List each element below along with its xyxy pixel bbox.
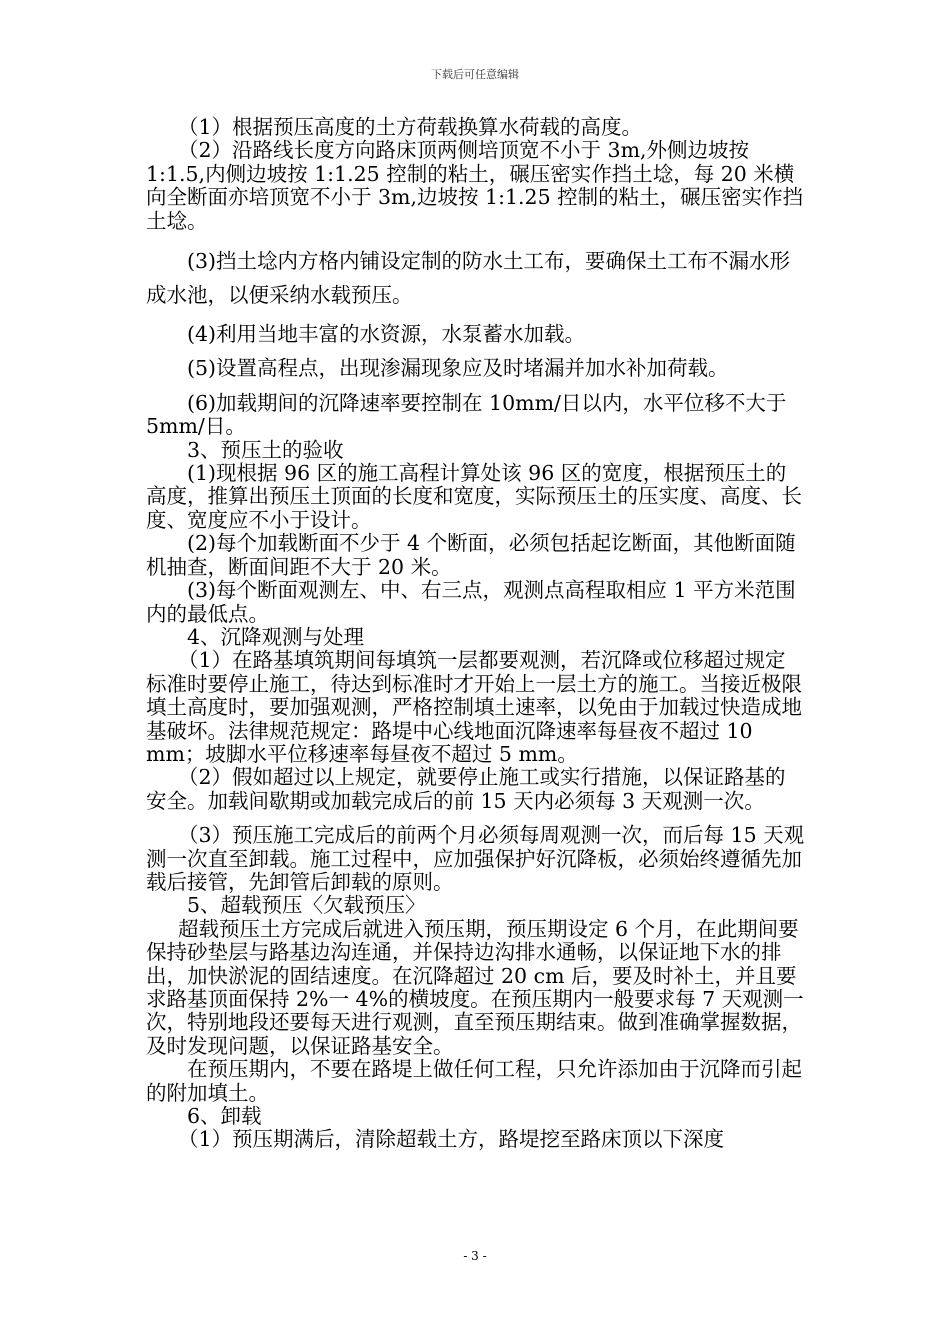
paragraph: （3）预压施工完成后的前两个月必须每周观测一次，而后每 15 天观测一次直至卸载。施工过程中，应加强保护好沉降板，必须始终遵循先加载后接管，先卸管后卸载的原则。 [146, 823, 805, 894]
paragraph: (6)加载期间的沉降速率要控制在 10mm/日以内，水平位移不大于 5mm/日。 [146, 390, 787, 439]
paragraph: (3)每个断面观测左、中、右三点，观测点高程取相应 1 平方米范围内的最低点。 [146, 578, 796, 626]
section-heading: 4、沉降观测与处理 [187, 624, 365, 649]
paragraph: （2）假如超过以上规定，就要停止施工或实行措施，以保证路基的安全。加载间歇期或加载完成后的前 15 天内必须每 3 天观测一次。 [146, 765, 786, 813]
section-heading: 5、超载预压〈欠载预压〉 [187, 893, 426, 918]
paragraph: 超载预压土方完成后就进入预压期，预压期设定 6 个月，在此期间要保持砂垫层与路基边沟连通，并保持边沟排水通畅，以保证地下水的排出，加快淤泥的固结速度。在沉降超过 20 cm 后，要及时补土，并且要求路基顶面保持 2%一 4%的横坡度。在预压期内一般要求每 7 天观测一次，特别地段还要每天进行观测，直至预压期结束。做到准确掌握数据，及时发现问题，以保证路基安全。 [146, 916, 804, 1058]
document-body [146, 116, 806, 1152]
paragraph: (3)挡土埝内方格内铺设定制的防水土工布，要确保土工布不漏水形成水池，以便采纳水载预压。 [146, 249, 791, 308]
paragraph: （1）预压期满后，清除超载土方，路堤挖至路床顶以下深度 [178, 1127, 725, 1152]
paragraph: （1）根据预压高度的土方荷载换算水荷载的高度。 [178, 115, 643, 139]
paragraph: （1）在路基填筑期间每填筑一层都要观测，若沉降或位移超过规定标准时要停止施工，待达到标准时才开始上一层土方的施工。当接近极限填土高度时，要加强观测，严格控制填土速率，以免由于加载过快造成地基破坏。法律规范规定：路堤中心线地面沉降速率每昼夜不超过 10 mm；坡脚水平位移速率每昼夜不超过 5 mm。 [146, 648, 802, 766]
paragraph: 在预压期内，不要在路堤上做任何工程，只允许添加由于沉降而引起的附加填土。 [146, 1057, 802, 1105]
section-heading: 3、预压土的验收 [187, 437, 344, 462]
paragraph: （2）沿路线长度方向路床顶两侧培顶宽不小于 3m,外侧边坡按 1:1.5,内侧边坡按 1:1.25 控制的粘土，碾压密实作挡土埝，每 20 米横向全断面亦培顶宽不小于 3m,边坡按 1:1.25 控制的粘土，碾压密实作挡土埝。 [146, 138, 804, 233]
paragraph: (1)现根据 96 区的施工高程计算处该 96 区的宽度，根据预压土的高度，推算出预压土顶面的长度和宽度，实际预压土的压实度、高度、长度、宽度应不小于设计。 [146, 461, 802, 532]
page-header: 下载后可任意编辑 [431, 68, 519, 81]
page-number: - 3 - [463, 1249, 487, 1263]
paragraph: (2)每个加载断面不少于 4 个断面，必须包括起讫断面，其他断面随机抽查，断面间距不大于 20 米。 [146, 531, 796, 579]
section-heading: 6、卸载 [187, 1104, 262, 1129]
paragraph: (5)设置高程点，出现渗漏现象应及时堵漏并加水补加荷载。 [187, 356, 729, 381]
paragraph: (4)利用当地丰富的水资源，水泵蓄水加载。 [187, 322, 586, 347]
